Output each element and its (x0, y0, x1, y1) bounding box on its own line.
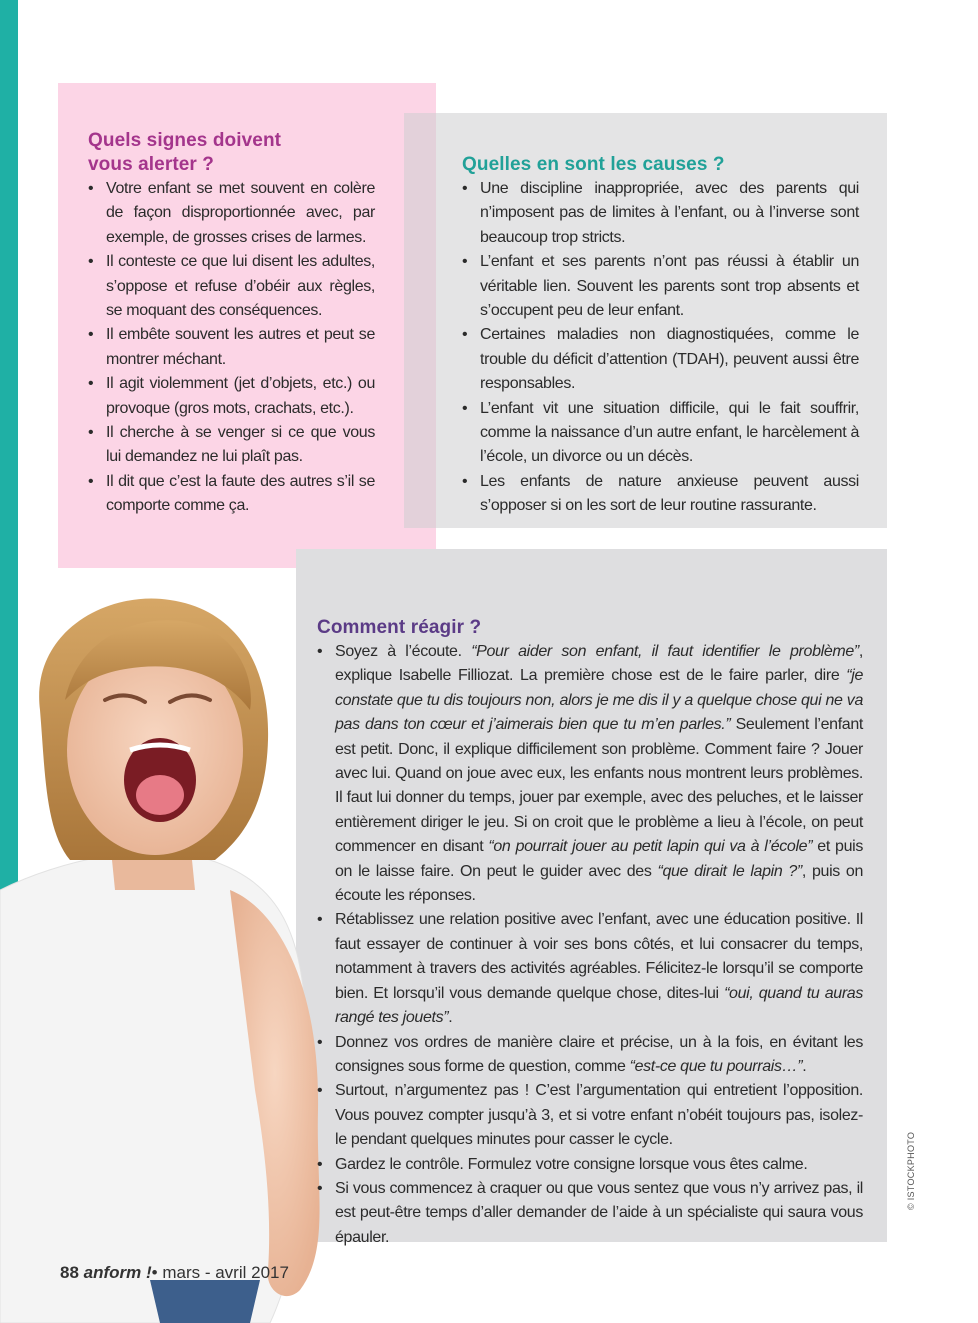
list-item: • Il embête souvent les autres et peut se montrer méchant. (88, 323, 375, 372)
list-item: • Les enfants de nature anxieuse peuvent aussi s’opposer si on les sort de leur routine rassurante. (462, 470, 859, 519)
list-item: • Rétablissez une relation positive avec l’enfant, avec une éducation positive. Il faut essayer de continuer à voir ses bons côtés, et lui consacrer du temps, notamment à travers des activités agréables. Félicitez-le lorsqu’il se comporte bien. Et lorsqu’il vous demande quelque chose, dites-lui “oui, quand tu auras rangé tes jouets”. (317, 908, 863, 1030)
bullet-icon: • (317, 1179, 323, 1197)
list-item: • Il agit violemment (jet d’objets, etc.) ou provoque (gros mots, crachats, etc.). (88, 372, 375, 421)
bullet-icon: • (88, 253, 94, 271)
list-item: • Il dit que c’est la faute des autres s’il se comporte comme ça. (88, 470, 375, 519)
list-item: • L’enfant et ses parents n’ont pas réussi à établir un véritable lien. Souvent les parents sont trop absents et s’occupent peu de leur enfant. (462, 250, 859, 323)
list-item: • Une discipline inappropriée, avec des parents qui n’imposent pas de limites à l’enfant, ou à l’inverse sont beaucoup trop stricts. (462, 177, 859, 250)
photo-credit: © ISTOCKPHOTO (906, 1131, 916, 1210)
causes-section (462, 153, 859, 519)
bullet-icon: • (317, 1082, 323, 1100)
signs-heading-line2: vous alerter ? (88, 154, 215, 175)
list-item: • Votre enfant se met souvent en colère de façon disproportionnée avec, par exemple, de grosses crises de larmes. (88, 177, 375, 250)
bullet-icon: • (317, 1155, 323, 1173)
bullet-icon: • (317, 643, 323, 660)
bullet-icon: • (88, 326, 94, 344)
signs-list (88, 177, 375, 519)
signs-heading (88, 129, 375, 177)
list-item: • Si vous commencez à craquer ou que vous sentez que vous n’y arrivez pas, il est peut-être temps d’aller demander de l’aide à un spécialiste qui saura vous épauler. (317, 1177, 863, 1250)
bullet-icon: • (88, 180, 94, 197)
bullet-icon: • (462, 472, 468, 490)
page-number: 88 (60, 1263, 79, 1282)
bullet-icon: • (462, 326, 468, 344)
list-item: • Donnez vos ordres de manière claire et précise, un à la fois, en évitant les consignes sous forme de question, comme “est-ce que tu pourrais…”. (317, 1031, 863, 1080)
signs-heading-line1: Quels signes doivent (88, 130, 282, 151)
list-item: • Gardez le contrôle. Formulez votre consigne lorsque vous êtes calme. (317, 1153, 863, 1177)
causes-heading: Quelles en sont les causes ? (462, 154, 725, 175)
react-heading: Comment réagir ? (317, 617, 482, 638)
signs-section (88, 129, 375, 519)
bullet-icon: • (88, 375, 94, 393)
bullet-icon: • (462, 180, 468, 197)
page-footer (60, 1263, 289, 1283)
list-item: • Il cherche à se venger si ce que vous lui demandez ne lui plaît pas. (88, 421, 375, 470)
screaming-child-photo (0, 590, 340, 1323)
bullet-icon: • (462, 399, 468, 417)
list-item: • Il conteste ce que lui disent les adultes, s’oppose et refuse d’obéir aux règles, se moquant des conséquences. (88, 250, 375, 323)
causes-list (462, 177, 859, 519)
react-section (317, 616, 863, 1250)
bullet-icon: • (317, 1033, 323, 1051)
list-item: • Surtout, n’argumentez pas ! C’est l’argumentation qui entretient l’opposition. Vous pouvez compter jusqu’à 3, et si votre enfant n’obéit toujours pas, isolez-le pendant quelques minutes pour casser le cycle. (317, 1079, 863, 1152)
list-item: • L’enfant vit une situation difficile, qui le fait souffrir, comme la naissance d’un autre enfant, le harcèlement à l’école, un divorce ou un décès. (462, 397, 859, 470)
bullet-icon: • (462, 253, 468, 271)
list-item: • Soyez à l’écoute. “Pour aider son enfant, il faut identifier le problème”, explique Isabelle Filliozat. La première chose est de le faire parler, dire “je constate que tu dis toujours non, alors je me dis il y a quelque chose qui ne va pas dans ton cœur et j’aimerais bien que tu m’en parles.” Seulement l’enfant est petit. Donc, il explique difficilement son problème. Comment faire ? Jouer avec lui. Quand on joue avec eux, les enfants nous montrent leurs problèmes. Il faut lui donner du temps, jouer par exemple, avec des peluches, et le laisser entièrement diriger le jeu. Si on croit que le problème a lieu à l’école, on peut commencer en disant “on pourrait jouer au petit lapin qui va à l’école” et puis on le laisse faire. On peut le guider avec des “que dirait le lapin ?”, puis on écoute les réponses. (317, 640, 863, 908)
magazine-brand: anform ! (83, 1263, 152, 1282)
bullet-icon: • (88, 424, 94, 442)
issue-date: mars - avril 2017 (162, 1263, 289, 1282)
react-list (317, 640, 863, 1250)
list-item: • Certaines maladies non diagnostiquées, comme le trouble du déficit d’attention (TDAH), peuvent aussi être responsables. (462, 323, 859, 396)
footer-separator: • (151, 1263, 158, 1282)
bullet-icon: • (317, 911, 323, 929)
bullet-icon: • (88, 472, 94, 490)
